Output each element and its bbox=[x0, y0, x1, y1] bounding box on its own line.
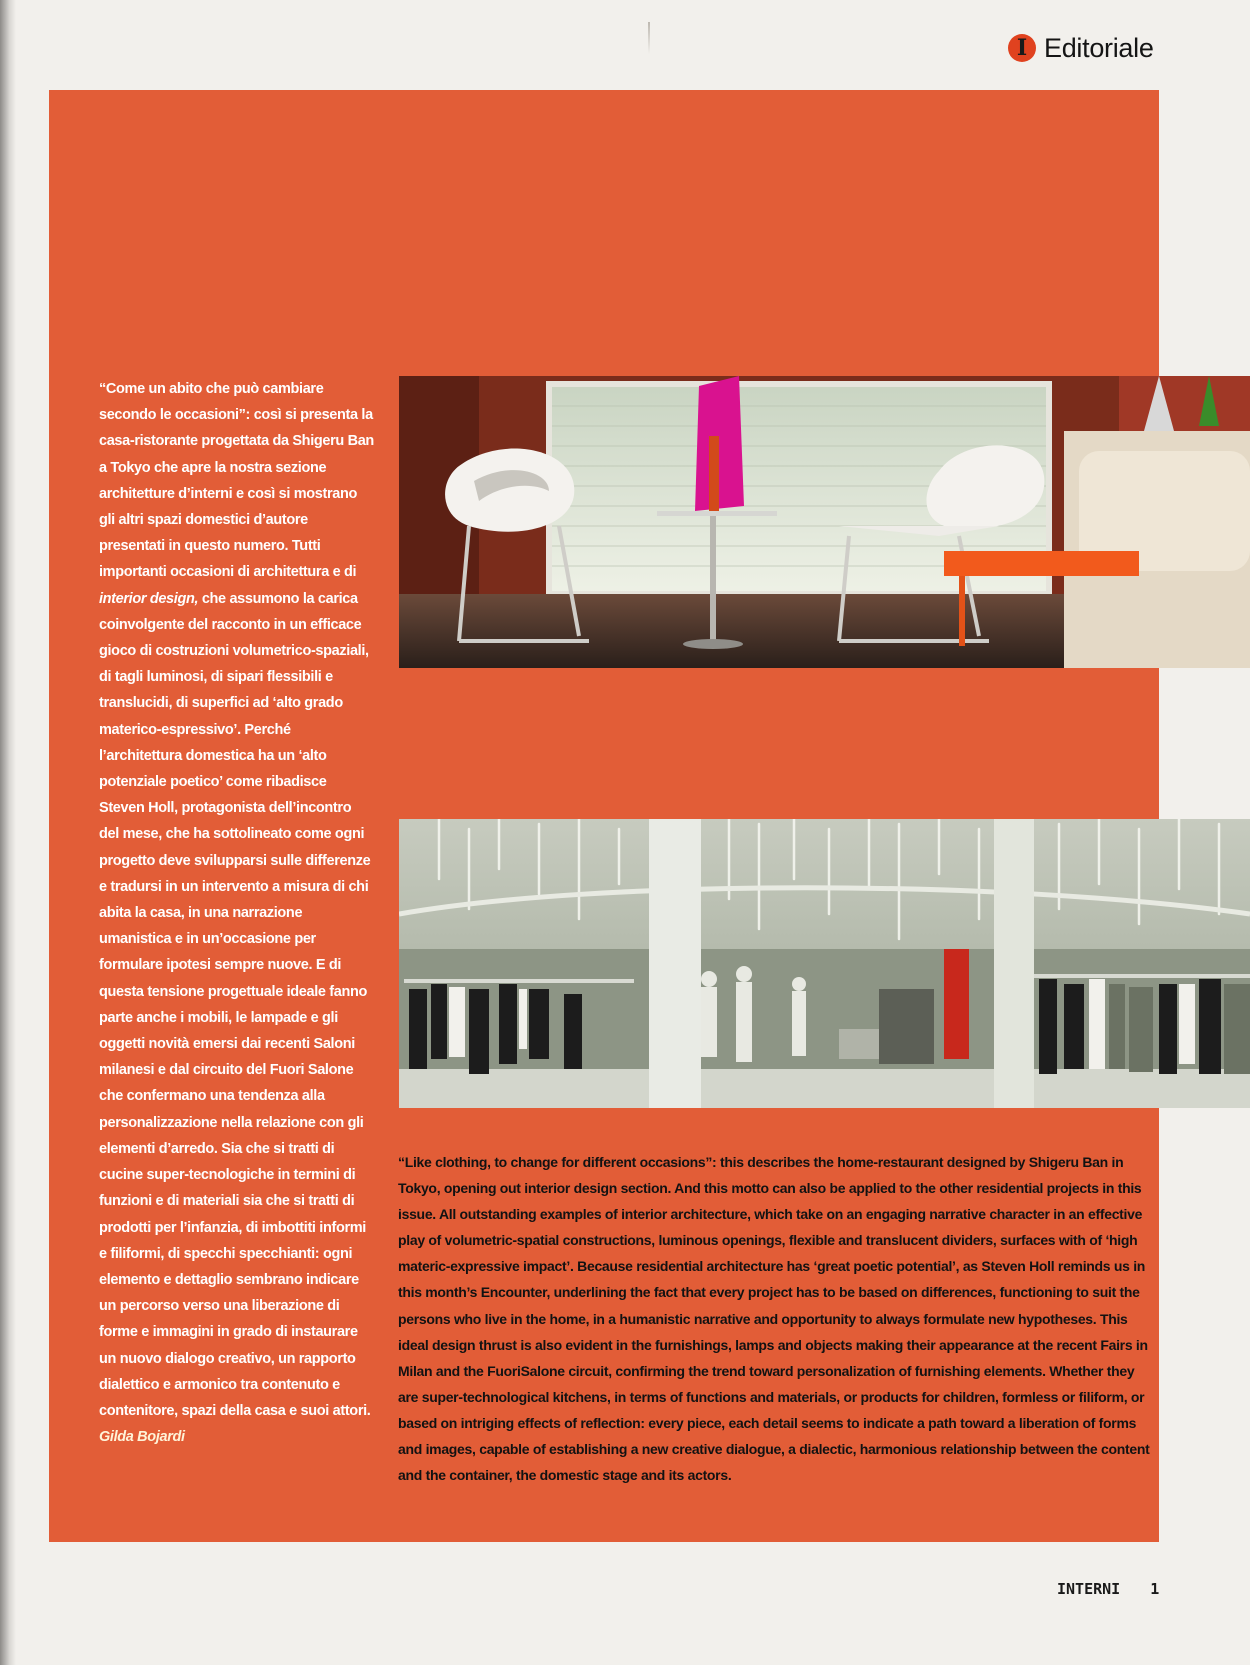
paper-crease bbox=[648, 22, 650, 54]
interni-logo-icon: I bbox=[1008, 34, 1036, 62]
section-header bbox=[1008, 30, 1154, 66]
italian-editorial-text bbox=[99, 376, 374, 1450]
page-footer bbox=[1057, 1580, 1159, 1598]
author-signature: Gilda Bojardi bbox=[99, 1429, 185, 1446]
italian-emphasis: interior design, bbox=[99, 590, 199, 607]
italian-body-part-1: “Come un abito che può cambiare secondo le occasioni”: così si presenta la casa-ristorante progettata da Shigeru Ban a Tokyo che apre la nostra sezione architetture d’interni e così si mostrano gli altri spazi domestici d’autore presentati in questo numero. Tutti importanti occasioni di architettura e di bbox=[99, 381, 374, 581]
chairs-interior-photo bbox=[399, 376, 1250, 668]
italian-body-part-2: che assumono la carica coinvolgente del racconto in un efficace gioco di costruzioni volumetrico-spaziali, di tagli luminosi, di sipari flessibili e translucidi, di superfici ad ‘alto grado materico-espressivo’. Perché l’architettura domestica ha un ‘alto potenziale poetico’ come ribadisce Steven Holl, protagonista dell’incontro del mese, che ha sottolineato come ogni progetto deve svilupparsi sulle differenze e tradursi in un intervento a misura di chi abita la casa, in una narrazione umanistica e in un’occasione per formulare ipotesi sempre nuove. E di questa tensione progettuale ideale fanno parte anche i mobili, le lampade e gli oggetti novità emersi dai recenti Saloni milanesi e dal circuito del Fuori Salone che confermano una tendenza alla personalizzazione nella relazione con gli elementi d’arredo. Sia che si tratti di cucine super-tecnologiche in termini di funzioni e di materiali sia che si tratti di prodotti per l’infanzia, di imbottiti informi e filiformi, di specchi specchianti: ogni elemento e dettaglio sembrano indicare un percorso verso una liberazione di forme e immagini in grado di instaurare un nuovo dialogo creativo, un rapporto dialettico e armonico tra contenuto e contenitore, spazi della casa e suoi attori. bbox=[99, 590, 371, 1419]
magazine-name: INTERNI bbox=[1057, 1580, 1121, 1598]
english-editorial-text: “Like clothing, to change for different occasions”: this describes the home-restaurant designed by Shigeru Ban in Tokyo, opening out interior design section. And this motto can also be applied to the other residential projects in this issue. All outstanding examples of interior architecture, which take on an engaging narrative character in an effective play of volumetric-spatial constructions, luminous openings, flexible and translucent dividers, surfaces with of ‘high materic-expressive impact’. Because residential architecture has ‘great poetic potential’, as Steven Holl reminds us in this month’s Encounter, underlining the fact that every project has to be based on differences, functioning to suit the persons who live in the home, in a humanistic narrative and opportunity to always formulate new hypotheses. This ideal design thrust is also evident in the furnishings, lamps and objects making their appearance at the recent Fairs in Milan and the FuoriSalone circuit, confirming the trend toward personalization of furnishing elements. Whether they are super-technological kitchens, in terms of functions and materials, or products for children, formless or filiform, or based on intriging effects of reflection: every piece, each detail seems to indicate a path toward a liberation of forms and images, capable of establishing a new creative dialogue, a dialectic, harmonious relationship between the content and the container, the domestic stage and its actors. bbox=[398, 1154, 1150, 1484]
page-number: 1 bbox=[1150, 1580, 1160, 1598]
page-binding-shadow bbox=[0, 0, 16, 1665]
boutique-interior-photo bbox=[399, 819, 1250, 1108]
section-title: Editoriale bbox=[1044, 32, 1154, 63]
